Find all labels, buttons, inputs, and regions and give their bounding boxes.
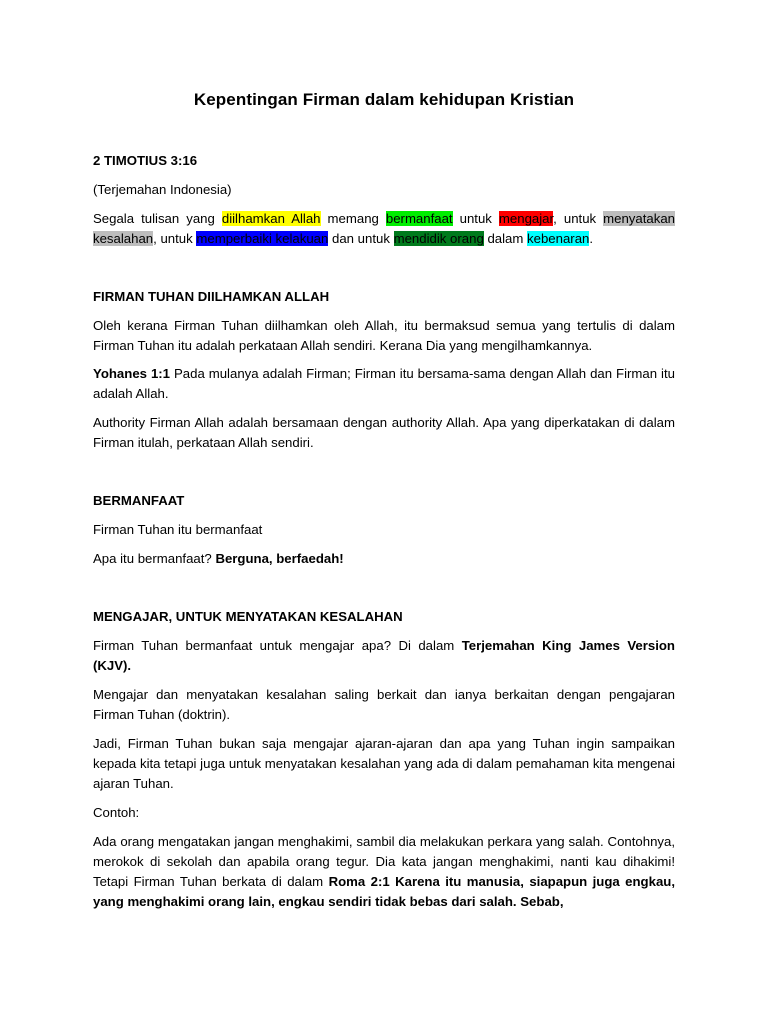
highlight-red: mengajar [498,211,554,226]
paragraph-yohanes [93,364,675,404]
paragraph-text: Ada orang mengatakan jangan menghakimi, sambil dia melakukan perkara yang salah. Contohnya, merokok di sekolah dan apabila orang tegur. Dia kata jangan menghakimi, nanti kau dihakimi! Tetapi Firman Tuhan berkata di dalam [93,834,675,889]
highlight-cyan: kebenaran [527,231,590,246]
verse-text [93,209,675,249]
highlight-gray: menyatakan kesalahan [93,211,675,246]
verse-reference: 2 TIMOTIUS 3:16 [93,153,198,168]
paragraph: Jadi, Firman Tuhan bukan saja mengajar ajaran-ajaran dan apa yang Tuhan ingin sampaikan kepada kita tetapi juga untuk menyatakan kesalahan yang ada di dalam pemahaman kita mengenai ajaran Tuhan. [93,736,675,791]
paragraph-text: Pada mulanya adalah Firman; Firman itu bersama-sama dengan Allah dan Firman itu adalah Allah. [93,366,675,401]
emphasis-text: Terjemahan King James Version (KJV). [93,638,675,673]
paragraph-text: Apa itu bermanfaat? [93,551,216,566]
paragraph: Mengajar dan menyatakan kesalahan saling berkait dan ianya berkaitan dengan pengajaran Firman Tuhan (doktrin). [93,687,675,722]
paragraph [93,832,675,912]
paragraph-text: Firman Tuhan bermanfaat untuk mengajar apa? Di dalam [93,638,462,653]
section-heading-firman: FIRMAN TUHAN DIILHAMKAN ALLAH [93,289,330,304]
paragraph: Authority Firman Allah adalah bersamaan dengan authority Allah. Apa yang diperkatakan di dalam Firman itulah, perkataan Allah sendiri. [93,415,675,450]
emphasis-text: Roma 2:1 Karena itu manusia, siapapun juga engkau, yang menghakimi orang lain, engkau sendiri tidak bebas dari salah. Sebab, [93,874,675,909]
highlight-green: bermanfaat [385,211,453,226]
verse-segment: dan untuk [328,231,394,246]
translation-note: (Terjemahan Indonesia) [93,182,232,197]
paragraph [93,549,675,569]
paragraph: Firman Tuhan itu bermanfaat [93,522,263,537]
document-title: Kepentingan Firman dalam kehidupan Kristian [193,90,575,109]
verse-segment: . [589,231,594,246]
verse-segment: dalam [483,231,528,246]
section-heading-bermanfaat: BERMANFAAT [93,493,185,508]
verse-segment: , untuk [553,211,604,226]
highlight-blue: memperbaiki kelakuan [196,231,329,246]
paragraph [93,636,675,676]
scripture-reference: Yohanes 1:1 [93,366,171,381]
emphasis-text: Berguna, berfaedah! [215,551,344,566]
verse-segment: , untuk [153,231,197,246]
verse-segment: untuk [452,211,499,226]
paragraph: Contoh: [93,805,140,820]
section-heading-mengajar: MENGAJAR, UNTUK MENYATAKAN KESALAHAN [93,609,403,624]
highlight-dark-green: mendidik orang [393,231,484,246]
paragraph: Oleh kerana Firman Tuhan diilhamkan oleh Allah, itu bermaksud semua yang tertulis di dalam Firman Tuhan itu adalah perkataan Allah sendiri. Kerana Dia yang mengilhamkannya. [93,318,675,353]
highlight-yellow: diilhamkan Allah [221,211,321,226]
verse-segment: memang [320,211,386,226]
verse-segment: Segala tulisan yang [93,211,222,226]
